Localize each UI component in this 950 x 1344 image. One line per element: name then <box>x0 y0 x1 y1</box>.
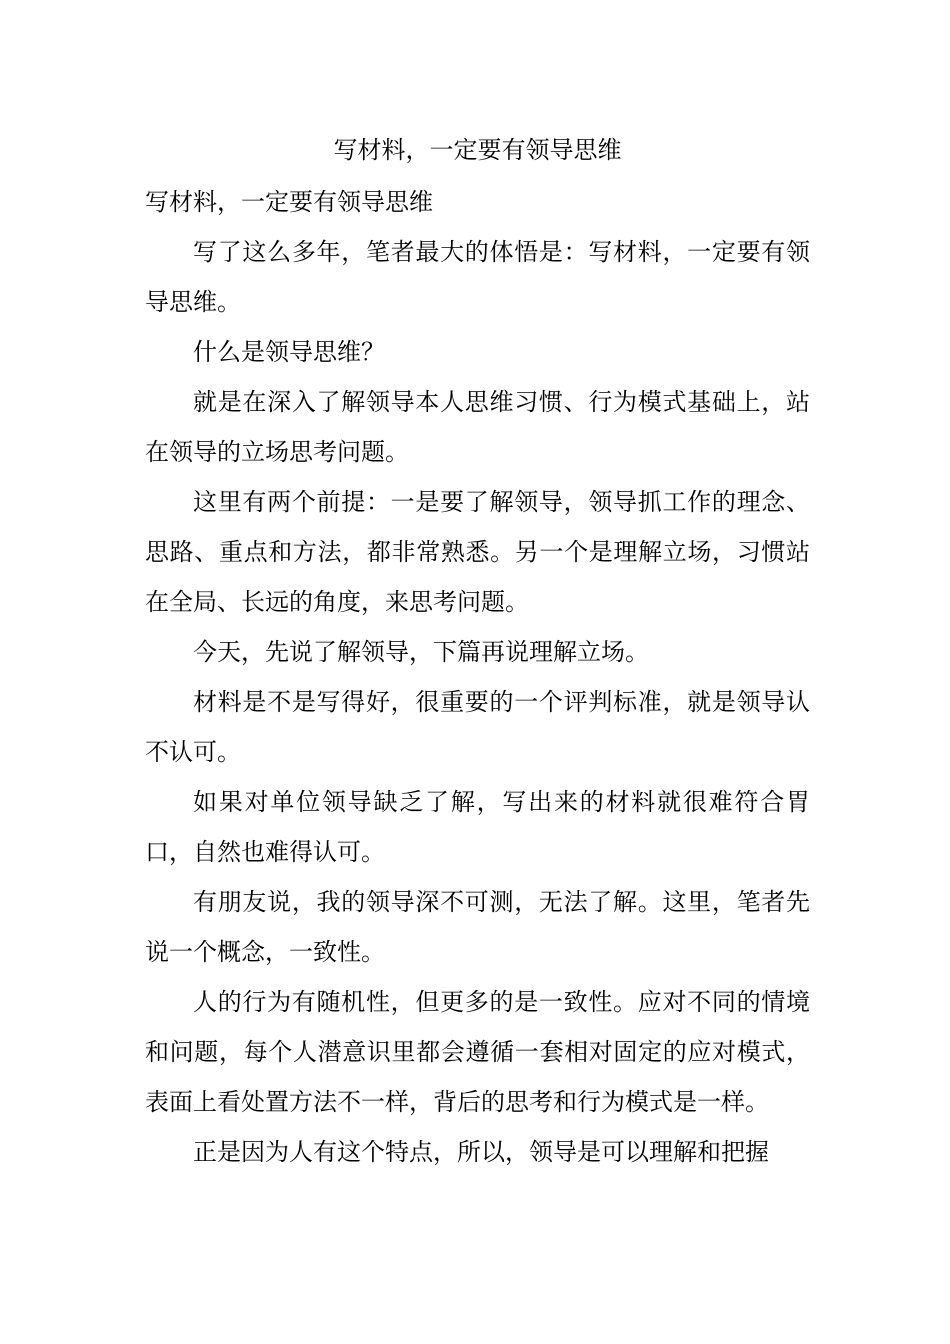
paragraph: 有朋友说，我的领导深不可测，无法了解。这里，笔者先说一个概念，一致性。 <box>145 888 810 966</box>
paragraph: 写了这么多年，笔者最大的体悟是：写材料，一定要有领导思维。 <box>145 238 810 316</box>
document-subtitle: 写材料，一定要有领导思维 <box>145 188 433 216</box>
paragraph: 今天，先说了解领导，下篇再说理解立场。 <box>193 638 649 666</box>
paragraph: 材料是不是写得好，很重要的一个评判标准，就是领导认不认可。 <box>145 688 810 766</box>
paragraph: 就是在深入了解领导本人思维习惯、行为模式基础上，站在领导的立场思考问题。 <box>145 388 810 466</box>
paragraph: 如果对单位领导缺乏了解，写出来的材料就很难符合胃口，自然也难得认可。 <box>145 788 810 866</box>
paragraph: 人的行为有随机性，但更多的是一致性。应对不同的情境和问题，每个人潜意识里都会遵循一套相对固定的应对模式，表面上看处置方法不一样，背后的思考和行为模式是一样。 <box>145 988 810 1116</box>
paragraph: 什么是领导思维？ <box>193 338 385 366</box>
document-page <box>145 125 810 1177</box>
document-title: 写材料，一定要有领导思维 <box>333 136 622 164</box>
paragraph: 正是因为人有这个特点，所以，领导是可以理解和把握 <box>193 1138 769 1166</box>
paragraph: 这里有两个前提：一是要了解领导，领导抓工作的理念、思路、重点和方法，都非常熟悉。另一个是理解立场，习惯站在全局、长远的角度，来思考问题。 <box>145 488 810 616</box>
